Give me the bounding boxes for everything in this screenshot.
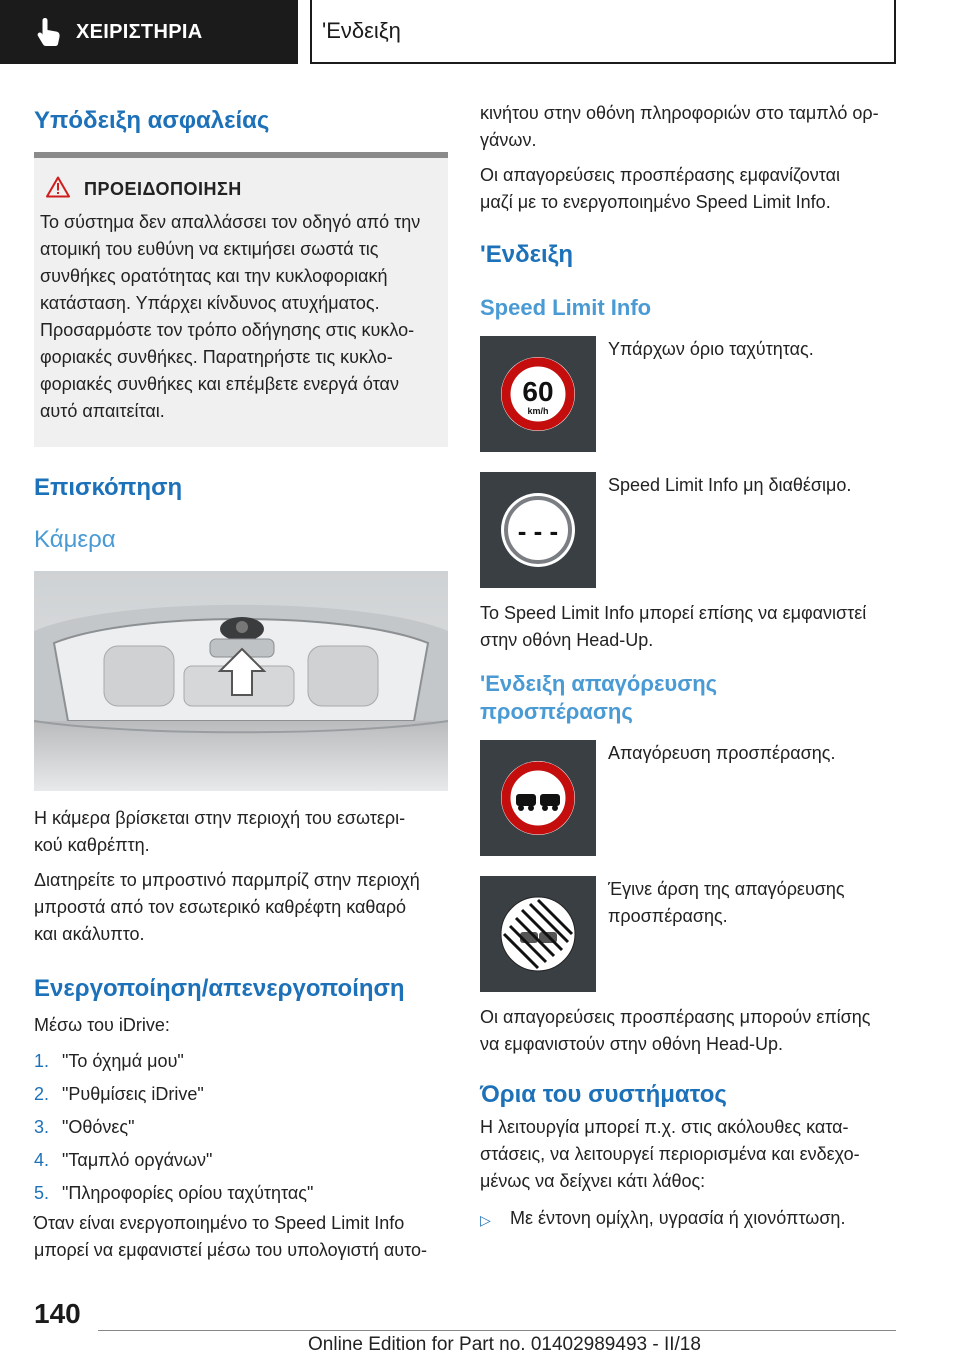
- warning-box: [34, 152, 448, 447]
- activate-heading: Ενεργοποίηση/απενεργοποίηση: [34, 975, 405, 1002]
- camera-heading: Κάμερα: [34, 526, 116, 553]
- warning-line: φοριακές συνθήκες. Παρατηρήστε τις κυκλο-: [40, 347, 393, 367]
- keep-clear-line: μπροστά από τον εσωτερικό καθρέφτη καθαρό: [34, 897, 407, 917]
- chapter-tab: [0, 0, 298, 64]
- hud-line: στην οθόνη Head-Up.: [480, 630, 654, 650]
- footer-edition: Online Edition for Part no. 01402989493 - II/18: [308, 1334, 701, 1355]
- unavailable-sign: [480, 472, 596, 588]
- display-heading: 'Ενδειξη: [480, 241, 574, 268]
- page-number: 140: [34, 1298, 81, 1329]
- steps-list: [34, 1047, 448, 1207]
- sign-row-end-no-passing: [480, 876, 896, 992]
- camera-text-line: Η κάμερα βρίσκεται στην περιοχή του εσωτερι-: [34, 808, 406, 828]
- when-active-line: Όταν είναι ενεργοποιημένο το Speed Limit Info: [34, 1213, 405, 1233]
- continued-line: γάνων.: [480, 130, 537, 150]
- list-item: 2. "Ρυθμίσεις iDrive": [34, 1084, 204, 1104]
- left-column: [34, 100, 448, 1264]
- list-item: 3. "Οθόνες": [34, 1117, 135, 1137]
- hud2-line: να εμφανιστούν στην οθόνη Head-Up.: [480, 1034, 784, 1054]
- warning-line: Το σύστημα δεν απαλλάσσει τον οδηγό από την: [40, 212, 421, 232]
- pointing-hand-icon: [30, 13, 68, 51]
- warning-line: φοριακές συνθήκες και επέμβετε ενεργά όταν: [40, 374, 399, 394]
- sign-caption-line: Έγινε άρση της απαγόρευσης: [608, 879, 845, 899]
- warning-title: ΠΡΟΕΙΔΟΠΟΙΗΣΗ: [84, 179, 242, 199]
- warning-line: συνθήκες ορατότητας και την κυκλοφοριακή: [40, 266, 388, 286]
- speed-value: 60: [522, 376, 554, 407]
- bullet-marker-icon: ▷: [480, 1212, 491, 1228]
- warning-line: Προσαρμόστε τον τρόπο οδήγησης στις κυκλο-: [40, 320, 415, 340]
- list-item: 5. "Πληροφορίες ορίου ταχύτητας": [34, 1183, 314, 1203]
- section-label: 'Ενδειξη: [322, 18, 401, 43]
- warning-line: ατομική του ευθύνη να εκτιμήσει σωστά τις: [40, 239, 379, 259]
- camera-text-line: κού καθρέπτη.: [34, 835, 150, 855]
- no-passing-heading: 'Ενδειξη απαγόρευσης: [480, 671, 718, 696]
- end-no-passing-sign: [480, 876, 596, 992]
- sign-row-speed-limit: [480, 336, 896, 452]
- warning-triangle-icon: [46, 176, 70, 203]
- ban-info-line: μαζί με το ενεργοποιημένο Speed Limit Info.: [480, 192, 831, 212]
- ban-info-line: Οι απαγορεύσεις προσπέρασης εμφανίζονται: [480, 165, 841, 185]
- system-limits-heading: Όρια του συστήματος: [480, 1081, 727, 1108]
- list-item: 4. "Ταμπλό οργάνων": [34, 1150, 213, 1170]
- bullet-item: ▷ Με έντονη ομίχλη, υγρασία ή χιονόπτωση.: [480, 1205, 896, 1234]
- speed-limit-sign: [480, 336, 596, 452]
- limits-line: Η λειτουργία μπορεί π.χ. στις ακόλουθες κατα-: [480, 1117, 849, 1137]
- keep-clear-line: και ακάλυπτο.: [34, 924, 145, 944]
- keep-clear-line: Διατηρείτε το μπροστινό παρμπρίζ στην περιοχή: [34, 870, 420, 890]
- sign-caption: Speed Limit Info μη διαθέσιμο.: [608, 475, 852, 495]
- dashes: - - -: [517, 516, 559, 546]
- speed-unit: km/h: [527, 406, 549, 416]
- sign-caption: Απαγόρευση προσπέρασης.: [608, 743, 836, 763]
- list-item: 1. "Το όχημά μου": [34, 1051, 184, 1071]
- limits-line: μένως να δείχνει κάτι λάθος:: [480, 1171, 706, 1191]
- chapter-label: ΧΕΙΡΙΣΤΗΡΙΑ: [76, 20, 203, 43]
- section-tab: [310, 0, 896, 64]
- hud-line: Το Speed Limit Info μπορεί επίσης να εμφανιστεί: [480, 603, 867, 623]
- sign-caption-line: προσπέρασης.: [608, 906, 728, 926]
- hud2-line: Οι απαγορεύσεις προσπέρασης μπορούν επίσης: [480, 1007, 871, 1027]
- continued-line: κινήτου στην οθόνη πληροφοριών στο ταμπλό ορ-: [480, 103, 879, 123]
- sign-row-unavailable: [480, 472, 896, 588]
- sign-caption: Υπάρχων όριο ταχύτητας.: [608, 339, 814, 359]
- via-idrive: Μέσω του iDrive:: [34, 1015, 170, 1035]
- when-active-line: μπορεί να εμφανιστεί μέσω του υπολογιστή αυτο-: [34, 1240, 427, 1260]
- right-column: [480, 100, 896, 1234]
- no-passing-sign: [480, 740, 596, 856]
- sign-row-no-passing: [480, 740, 896, 856]
- safety-heading: Υπόδειξη ασφαλείας: [34, 107, 270, 134]
- overview-heading: Επισκόπηση: [34, 474, 183, 501]
- camera-photo: [34, 571, 448, 791]
- sign-caption: [608, 876, 845, 992]
- limits-line: στάσεις, να λειτουργεί περιορισμένα και ενδεχο-: [480, 1144, 860, 1164]
- warning-title-row: [46, 176, 448, 203]
- no-passing-heading: προσπέρασης: [480, 699, 633, 724]
- footer-divider: [98, 1330, 896, 1331]
- warning-line: κατάσταση. Υπάρχει κίνδυνος ατυχήματος.: [40, 293, 380, 313]
- warning-line: αυτό απαιτείται.: [40, 401, 165, 421]
- speed-limit-info-heading: Speed Limit Info: [480, 295, 652, 320]
